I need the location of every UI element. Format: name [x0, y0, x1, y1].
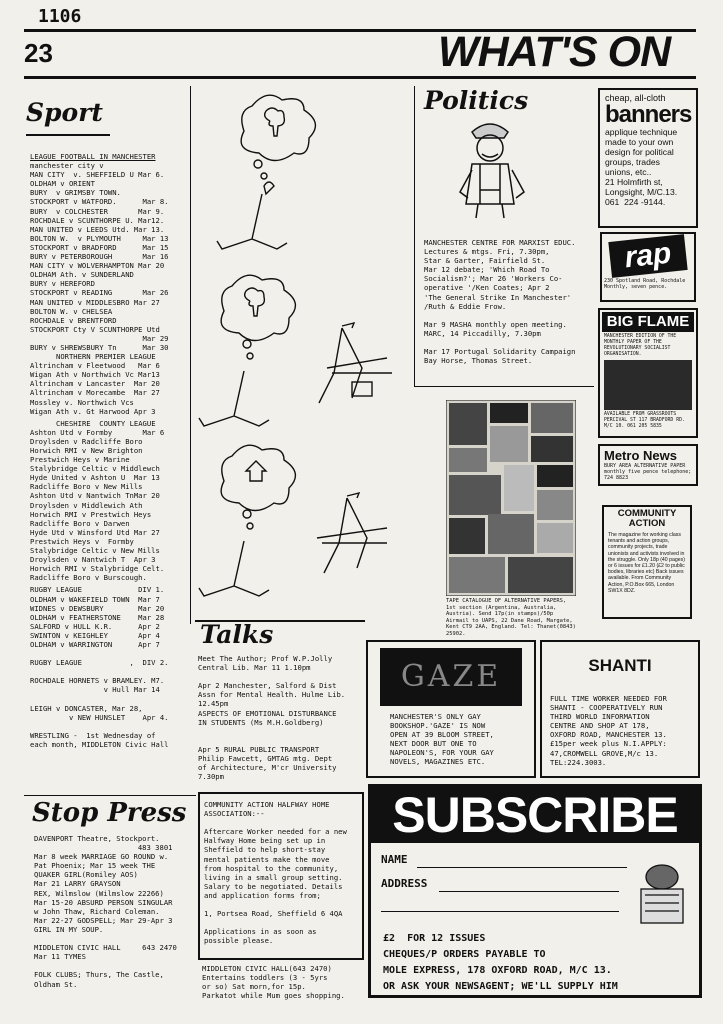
ad-line: Salary to be negotiated. Details [204, 881, 343, 891]
fixture-line: BURY v HEREFORD [30, 279, 95, 289]
ad-line: OXFORD ROAD, MANCHESTER 13. [550, 730, 667, 740]
listing-line: Mar 21 LARRY GRAYSON [34, 879, 121, 889]
fixture-line: Mossley v. Northwich Vcs [30, 397, 134, 407]
listing-line: Socialism?'; Mar 26 'Workers Co- [424, 274, 563, 284]
fixture-line: STOCKPORT Cty V SCUNTHORPE Utd [30, 324, 160, 334]
listing-line: Parkatot while Mum goes shopping. [202, 991, 345, 1001]
fixture-line: BURY v SHREWSBURY Tn Mar 30 [30, 342, 169, 352]
fixture-line: ROCHDALE v SCUNTHORPE U. Mar12. [30, 215, 165, 225]
fixture-line: Wigan Ath v. Gt Harwood Apr 3 [30, 406, 156, 416]
listing-line: of Architecture, M'cr University [198, 763, 337, 773]
fixture-line: ROCHDALE HORNETS v BRAMLEY. M7. [30, 676, 165, 686]
ad-line [204, 900, 358, 909]
sport-title-underline [26, 134, 110, 136]
listing-line: GIRL IN MY SOUP. [34, 924, 104, 934]
subscribe-terms [383, 931, 699, 995]
scan-page-number: 1106 [38, 6, 82, 27]
big-flame-title: BIG FLAME [602, 312, 694, 332]
rugby-list [30, 585, 190, 749]
listing-line: IN STUDENTS (Ms M.H.Goldberg) [198, 717, 324, 727]
fixture-line: SWINTON v KEIGHLEY Apr 4 [30, 630, 160, 640]
fixture-line [30, 722, 190, 731]
big-flame-ad [598, 308, 698, 438]
subscribe-ad [368, 784, 702, 998]
talks-listings [198, 654, 366, 781]
league-heading: LEAGUE FOOTBALL IN MANCHESTER [30, 152, 156, 161]
ad-line: unions, etc.. [605, 167, 652, 177]
fixture-line: BURY v GRIMSBY TOWN. [30, 188, 121, 198]
listing-line: MIDDLETON CIVIC HALL(643 2470) [202, 964, 332, 973]
listing-line: Apr 5 RURAL PUBLIC TRANSPORT [198, 744, 320, 754]
fixture-line: WRESTLING - 1st Wednesday of [30, 730, 156, 740]
listing-line: Central Lib. Mar 11 1.10pm [198, 663, 311, 673]
listing-line: ASPECTS OF EMOTIONAL DISTURBANCE [198, 708, 337, 718]
ad-line: BOOKSHOP.'GAZE' IS NOW [390, 721, 486, 731]
fixture-line: BURY v PETERBOROUGH Mar 16 [30, 252, 169, 262]
rap-logo: rap [608, 234, 687, 278]
page-number: 23 [24, 38, 53, 68]
fixture-line: Stalybridge Celtic v New Mills [30, 546, 160, 556]
ad-line: 21 Holmfirth st, [605, 177, 663, 187]
fixture-line: Altrincham v Fleetwood Mar 6 [30, 361, 160, 371]
big-flame-image [604, 360, 692, 410]
fixture-line: WIDNES v DEWSBURY Mar 20 [30, 603, 165, 613]
ad-line: £15per week plus N.I.APPLY: [550, 739, 667, 749]
catalogue-collage [446, 400, 576, 596]
middleton-civic-hall-notice [202, 964, 368, 1000]
column-divider [190, 86, 191, 624]
listing-line: QUAKER GIRL(Romiley AOS) [34, 870, 138, 880]
ad-line: CENTRE AND SHOP AT 178, [550, 721, 650, 731]
fixture-line: Prestwich Heys v Formby [30, 536, 134, 546]
listing-line: Mar 15-20 ABSURD PERSON SINGULAR [34, 897, 173, 907]
subscribe-line: CHEQUES/P ORDERS PAYABLE TO [383, 949, 546, 960]
section-divider [24, 795, 196, 796]
fixture-line: BOLTON W. v PLYMOUTH Mar 13 [30, 233, 169, 243]
ad-line: NEXT DOOR BUT ONE TO [390, 739, 477, 749]
shanti-body [550, 694, 690, 767]
stop-press-listings [34, 834, 194, 989]
listing-line: FOLK CLUBS; Thurs, The Castle, [34, 970, 164, 980]
community-action-title: COMMUNITY ACTION [617, 508, 677, 529]
listing-line: Apr 2 Manchester, Salford & Dist [198, 681, 337, 691]
fixture-line: STOCKPORT v WATFORD. Mar 8. [30, 197, 169, 207]
ad-line: Applications in as soon as [204, 927, 317, 937]
ad-line: applique technique [605, 127, 678, 137]
listing-line [424, 338, 590, 347]
fixture-line: Droylsden v Radcliffe Boro [30, 436, 143, 446]
subscribe-line: £2 FOR 12 ISSUES [383, 933, 486, 944]
fixture-line: BOLTON W. v CHELSEA [30, 306, 113, 316]
fixture-line: OLDHAM v WAKEFIELD TOWN Mar 7 [30, 594, 160, 604]
metro-news-title: Metro News [604, 448, 677, 463]
listing-line: MIDDLETON CIVIC HALL 643 2470 [34, 943, 177, 953]
ad-line: ASSOCIATION:-- [204, 809, 265, 819]
fixture-line: Radcliffe Boro v Burscough. [30, 573, 147, 583]
fixture-line [30, 667, 190, 676]
metro-news-body: BURY AREA ALTERNATIVE PAPER monthly five pence telephone; 724 8823 [604, 463, 692, 481]
rap-ad [600, 232, 696, 302]
ad-line: TEL:224.3003. [550, 757, 607, 767]
fixture-line: OLDHAM v WARRINGTON Apr 7 [30, 639, 160, 649]
ad-line: 061 224 -9144. [605, 197, 666, 207]
listing-line [198, 736, 366, 745]
ad-line: FULL TIME WORKER NEEDED FOR [550, 694, 667, 703]
fixture-line: Ashton Utd v Nantwich TnMar 20 [30, 491, 160, 501]
ad-line: from hospital to the community, [204, 863, 339, 873]
listing-line: Meet The Author; Prof W.P.Jolly [198, 654, 333, 663]
fixture-line: Altrincham v Lancaster Mar 20 [30, 379, 160, 389]
big-flame-footer: AVAILABLE FROM GRASSROOTS PERCIVAL ST 117 BRADFORD RD. M/C 10. 061 205 5835 [604, 412, 685, 429]
fixture-line: Ashton Utd v Formby Mar 6 [30, 427, 165, 437]
subscribe-line: OR ASK YOUR NEWSAGENT; WE'LL SUPPLY HIM [383, 981, 618, 992]
npl-heading: NORTHERN PREMIER LEAGUE [56, 352, 156, 362]
listing-line: Mar 22-27 GODSPELL; Mar 29-Apr 3 [34, 915, 173, 925]
politics-title: Politics [424, 86, 529, 115]
fixture-line: Horwich RMI v New Brighton [30, 446, 143, 455]
fixture-line: Stalybridge Celtic v Middlewch [30, 464, 160, 474]
listing-line [198, 672, 366, 681]
fixture-line [30, 695, 190, 704]
fixture-line: v NEW HUNSLET Apr 4. [30, 712, 169, 722]
fixture-line: RUGBY LEAGUE , DIV 2. [30, 658, 169, 668]
fixture-line: Droylsden v Nantwich T Apr 3 [30, 555, 156, 565]
listing-line [34, 961, 194, 970]
listing-line [424, 311, 590, 320]
listing-line: operative '/Ken Coates; Apr 2 [424, 283, 550, 293]
listing-line: Star & Garter, Fairfield St. [424, 256, 546, 266]
listing-line: DAVENPORT Theatre, Stockport. [34, 834, 160, 843]
ccl-list [30, 428, 190, 583]
listing-line: Bay Horse, Thomas Street. [424, 356, 533, 366]
ad-line: living in a small group setting. [204, 872, 343, 882]
header-rule-bottom [24, 76, 696, 79]
ad-line: possible please. [204, 936, 274, 946]
fixture-line: STOCKPORT v BRADFORD Mar 15 [30, 242, 169, 252]
listing-line: 12.45pm [198, 699, 229, 709]
listing-line: Pat Phoenix; Mar 15 week THE [34, 861, 156, 871]
banners-ad [598, 88, 698, 228]
ad-line: 1, Portsea Road, Sheffield 6 4QA [204, 909, 343, 919]
subscribe-address-field-2[interactable] [381, 911, 619, 912]
big-flame-body: MANCHESTER EDITION OF THE MONTHLY PAPER OF THE REVOLUTIONARY SOCIALIST ORGANISATION. [604, 334, 677, 357]
rap-body: 230 Spotland Road, Rochdale Monthly, seven pence. [604, 278, 686, 290]
fixture-line [30, 649, 190, 658]
mole-cartoon [633, 859, 691, 931]
ad-line: THIRD WORLD INFORMATION [550, 712, 650, 722]
subscribe-title: SUBSCRIBE [371, 787, 699, 843]
listing-line: MARC, 14 Piccadilly, 7.30pm [424, 328, 541, 338]
subscribe-address-label: ADDRESS [381, 877, 428, 890]
community-action-ad [602, 505, 692, 619]
ad-line: Longsight, M/C.13. [605, 187, 678, 197]
banners-body [605, 127, 691, 207]
fixture-line: MAN UNITED v MIDDLESBRO Mar 27 [30, 297, 160, 307]
ad-line [204, 918, 358, 927]
ad-line: groups, trades [605, 157, 660, 167]
ad-line: SHANTI - COOPERATIVELY RUN [550, 703, 663, 713]
listing-line: Lectures & mtgs. Fri, 7.30pm, [424, 247, 550, 257]
fixture-line: Horwich RMI v Stalybridge Celt. [30, 564, 165, 574]
subscribe-name-label: NAME [381, 853, 408, 866]
fixture-line: Prestwich Heys v Marine [30, 455, 130, 465]
shanti-title: SHANTI [588, 656, 652, 675]
listing-line: Oldham St. [34, 979, 78, 989]
fixture-line: MAN CITY v WOLVERHAMPTON Mar 20 [30, 261, 165, 271]
ad-line: Sheffield to help short-stay [204, 845, 326, 855]
fixture-line: RUGBY LEAGUE DIV 1. [30, 585, 165, 595]
fixture-line: STOCKPORT v READING Mar 26 [30, 288, 169, 298]
ad-line: COMMUNITY ACTION HALFWAY HOME [204, 800, 330, 809]
politics-listings [424, 238, 590, 365]
gaze-body [390, 712, 512, 767]
community-action-body: The magazine for working class tenants and action groups, community projects, trade unionists and activists involved in the struggle. Only 18p (40 pages) or 6 issues for £1.20 (£2 to public bodies, libraries etc) Back issues available. From Community Action, P.O.Box 665, London SW1X 8DZ. [608, 532, 685, 594]
listing-line: Mar 9 MASHA monthly open meeting. [424, 319, 567, 329]
fixture-line: BURY v COLCHESTER Mar 9. [30, 206, 165, 216]
cartoon-strip [192, 86, 412, 616]
talks-title: Talks [200, 620, 274, 649]
column-divider [414, 86, 415, 386]
fixture-line: OLDHAM v FEATHERSTONE Mar 28 [30, 612, 165, 622]
league-list [30, 161, 190, 352]
ad-line: MANCHESTER'S ONLY GAY [390, 712, 481, 721]
listing-line: Entertains toddlers (3 - 5yrs [202, 973, 328, 983]
fixture-line: ROCHDALE v BRENTFORD [30, 315, 117, 325]
ad-line: NOVELS, MAGAZINES ETC. [390, 757, 486, 767]
fixture-line: SALFORD v HULL K.R. Apr 2 [30, 621, 160, 631]
fixture-line: Wigan Ath v Northwich Vc Mar13 [30, 370, 160, 380]
fixture-line: each month, MIDDLETON Civic Hall [30, 740, 169, 749]
ad-line: NAPOLEON'S, FOR YOUR GAY [390, 748, 494, 758]
gaze-ad [366, 640, 536, 778]
listing-line: 'The General Strike In Manchester' [424, 292, 572, 302]
ad-line: Aftercare Worker needed for a new [204, 827, 347, 837]
fixture-line: v Hull Mar 14 [30, 685, 160, 695]
listing-line: 483 3801 [34, 843, 173, 853]
listing-line: Mar 8 week MARRIAGE GO ROUND w. [34, 852, 169, 862]
catalogue-text: TAPE CATALOGUE OF ALTERNATIVE PAPERS, 1st section (Argentina, Australia, Austria). Send 17p(in stamps)/50p Airmail to UAPS, 22 Dane Road, Margate, Kent CT9 2AA, England. Tel: Thanet(0843) 25902. [446, 598, 576, 637]
fixture-line: LEIGH v DONCASTER, Mar 28, [30, 703, 143, 713]
fixture-line: Altrincham v Morecambe Mar 27 [30, 388, 160, 398]
fixture-line: Hyde Utd v Winsford Utd Mar 27 [30, 527, 160, 537]
subscribe-address-field[interactable] [439, 891, 619, 892]
ad-line: design for political [605, 147, 674, 157]
fixture-line: MAN UNITED v LEEDS Utd. Mar 13. [30, 224, 165, 234]
listing-line: Philip Fawcett, GMTAG mtg. Dept [198, 754, 333, 764]
banners-kicker: cheap, all-cloth [605, 93, 666, 103]
listing-line: /Ruth & Eddie Frow. [424, 301, 507, 311]
listing-line: Assn for Mental Health. Hulme Lib. [198, 690, 346, 700]
npl-list [30, 361, 190, 416]
fixture-line: manchester city v [30, 161, 104, 171]
ad-line: and application forms from; [204, 890, 321, 900]
listing-line [34, 934, 194, 943]
fixture-line: OLDHAM v ORIENT [30, 179, 95, 189]
subscribe-line: MOLE EXPRESS, 178 OXFORD ROAD, M/C 13. [383, 965, 612, 976]
subscribe-name-field[interactable] [417, 867, 627, 868]
fixture-line: Mar 29 [30, 333, 169, 343]
listing-line: Mar 11 TYMES [34, 952, 86, 962]
fixture-line: Radcliffe Boro v New Mills [30, 482, 143, 492]
fixture-line: OLDHAM Ath. v SUNDERLAND [30, 270, 134, 280]
shanti-ad [540, 640, 700, 778]
listing-line: Mar 12 debate; 'Which Road To [424, 265, 550, 275]
ccl-heading: CHESHIRE COUNTY LEAGUE [56, 418, 156, 428]
halfway-home-ad [198, 792, 364, 960]
fixture-line: Radcliffe Boro v Darwen [30, 518, 130, 528]
ad-line: made to your own [605, 137, 674, 147]
listing-line: 7.30pm [198, 772, 224, 782]
sport-listings [30, 152, 190, 749]
fixture-line: Hyde United v Ashton U Mar 13 [30, 473, 160, 483]
listing-line: REX, Wilmslow (Wilmslow 22266) [34, 888, 164, 898]
ad-line [204, 818, 358, 827]
politics-figure [450, 112, 530, 222]
ad-line: OPEN AT 39 BLOOM STREET, [390, 730, 494, 740]
listing-line [198, 727, 366, 736]
metro-news-ad [598, 444, 698, 486]
listing-line: or so) Sat morn,for 15p. [202, 982, 306, 992]
ad-line: mental patients make the move [204, 854, 330, 864]
listing-line: w John Thaw, Richard Coleman. [34, 906, 160, 916]
politics-underline [414, 386, 594, 387]
fixture-line: MAN CITY v. SHEFFIELD U Mar 6. [30, 170, 165, 180]
ad-line: 47,CROMWELL GROVE,M/c 13. [550, 748, 659, 758]
sport-title: Sport [26, 98, 103, 127]
gaze-logo: GAZE [380, 648, 522, 706]
listing-line: MANCHESTER CENTRE FOR MARXIST EDUC. [424, 238, 576, 247]
halfway-home-body [204, 800, 358, 946]
banners-title: banners [605, 101, 692, 128]
fixture-line: Horwich RMI v Prestwich Heys [30, 509, 152, 519]
ad-line: Halfway Home being set up in [204, 836, 326, 846]
whats-on-banner: WHAT'S ON [438, 28, 671, 76]
fixture-line: Droylsden v Middlewich Ath [30, 500, 143, 510]
listing-line: Mar 17 Portugal Solidarity Campaign [424, 347, 576, 357]
stop-press-title: Stop Press [32, 798, 187, 828]
